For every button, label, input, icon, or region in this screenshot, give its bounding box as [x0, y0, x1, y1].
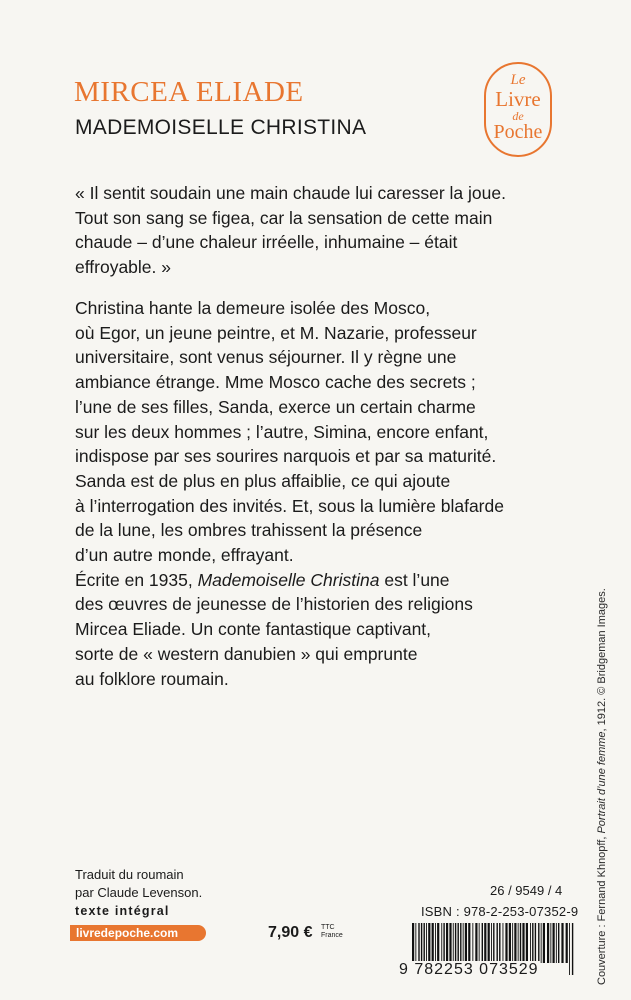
price-tax-note	[321, 924, 343, 940]
barcode-bar	[556, 923, 557, 963]
barcode-bar	[460, 923, 461, 963]
barcode-digits-text: 9 782253 073529	[399, 961, 539, 978]
price: 7,90 €	[268, 924, 313, 941]
integral-label: texte intégral	[75, 904, 170, 918]
barcode-digits	[398, 961, 578, 979]
translator-line: par Claude Levenson.	[75, 885, 203, 900]
summary-line: Christina hante la demeure isolée des Mosco,	[75, 298, 431, 318]
barcode-bar	[493, 923, 494, 963]
summary-line: d’un autre monde, effrayant.	[75, 545, 294, 566]
history-line	[75, 568, 545, 593]
summary-line: de la lune, les ombres trahissent la présence	[75, 520, 423, 541]
summary-line: où Egor, un jeune peintre, et M. Nazarie, professeur	[75, 322, 477, 343]
history-line: au folklore roumain.	[75, 668, 229, 689]
barcode-bar	[421, 923, 422, 963]
cover-credit-artwork: Portrait d’une femme	[596, 731, 608, 834]
cover-credit-pre: Couverture : Fernand Khnopff,	[596, 833, 608, 985]
barcode-bar	[532, 923, 533, 963]
barcode-bar	[424, 923, 425, 963]
barcode-bar	[463, 923, 464, 963]
summary-line: l’une de ses filles, Sanda, exerce un certain charme	[75, 396, 476, 417]
price-tax-ttc: TTC	[321, 924, 335, 931]
barcode-bar	[482, 923, 483, 963]
barcode-bar	[453, 923, 454, 963]
history-post: est l’une	[379, 569, 450, 590]
barcode-bar	[538, 923, 539, 963]
history-book-title: Mademoiselle Christina	[197, 569, 380, 590]
barcode-bar	[547, 923, 549, 963]
translator-credit	[75, 866, 202, 902]
barcode-bar	[428, 923, 430, 963]
barcode-bar	[503, 923, 504, 963]
price-tax-country: France	[321, 932, 343, 939]
barcode-bar	[484, 923, 486, 963]
catalog-reference: 26 / 9549 / 4	[490, 883, 563, 898]
barcode-bar	[435, 923, 436, 963]
barcode-bar	[526, 923, 528, 963]
publisher-logo	[484, 62, 552, 157]
barcode-bar	[441, 923, 442, 963]
logo-text-de: de	[512, 109, 524, 123]
logo-text-le: Le	[510, 72, 526, 88]
barcode-bar	[488, 923, 490, 963]
barcode-bar	[468, 923, 470, 963]
barcode-bar	[465, 923, 467, 963]
history-line: des œuvres de jeunesse de l’historien des religions	[75, 594, 473, 615]
barcode-bar	[497, 923, 498, 963]
translator-line: Traduit du roumain	[75, 867, 184, 882]
barcode-bar	[541, 923, 542, 963]
barcode-bar	[566, 923, 568, 963]
website-link[interactable]: livredepoche.com	[70, 925, 206, 941]
summary-line: sur les deux hommes ; l’autre, Simina, encore enfant,	[75, 421, 489, 442]
history-line: sorte de « western danubien » qui emprunte	[75, 643, 418, 664]
barcode-bar	[520, 923, 521, 963]
summary-line: indispose par ses sourires narquois et par sa maturité.	[75, 446, 497, 467]
barcode-bar	[505, 923, 507, 963]
barcode-bar	[472, 923, 473, 963]
barcode-bar	[432, 923, 434, 963]
barcode-bar	[426, 923, 427, 963]
quote-line: « Il sentit soudain une main chaude lui caresser la joue.	[75, 183, 506, 203]
summary-line: Sanda est de plus en plus affaiblie, ce qui ajoute	[75, 470, 451, 491]
quote-line: Tout son sang se figea, car la sensation de cette main	[75, 207, 493, 228]
barcode-bar	[449, 923, 451, 963]
summary-line: universitaire, sont venus séjourner. Il y règne une	[75, 347, 457, 368]
isbn-number: ISBN : 978-2-253-07352-9	[421, 904, 579, 919]
cover-credit	[596, 588, 608, 985]
barcode-bar	[553, 923, 555, 963]
barcode-bar	[499, 923, 500, 963]
logo-text-livre: Livre	[495, 87, 541, 111]
barcode-bar	[550, 923, 551, 963]
history-line: Mircea Eliade. Un conte fantastique captivant,	[75, 619, 432, 640]
barcode-bar	[458, 923, 459, 963]
history-pre: Écrite en 1935,	[75, 569, 198, 590]
summary-block	[75, 296, 545, 691]
barcode-bar	[558, 923, 559, 963]
logo-text-poche: Poche	[493, 121, 543, 143]
barcode-bar	[455, 923, 456, 963]
barcode-bar	[437, 923, 439, 963]
barcode-bar	[518, 923, 519, 963]
cover-credit-post: , 1912. © Bridgeman Images.	[596, 588, 608, 732]
summary-line: à l’interrogation des invités. Et, sous la lumière blafarde	[75, 495, 504, 516]
barcode-bar	[522, 923, 524, 963]
barcode-bar	[514, 923, 516, 963]
barcode-bar	[443, 923, 444, 963]
author-name: MIRCEA ELIADE	[74, 76, 304, 108]
barcode-bar	[491, 923, 492, 963]
barcode-bar	[418, 923, 419, 963]
quote-line: effroyable. »	[75, 257, 171, 278]
barcode-bar	[530, 923, 531, 963]
barcode-bar	[446, 923, 448, 963]
summary-line: ambiance étrange. Mme Mosco cache des secrets ;	[75, 372, 476, 393]
barcode-bar	[479, 923, 480, 963]
barcode-bar	[475, 923, 477, 963]
barcode-bar	[512, 923, 513, 963]
barcode-bar	[543, 923, 545, 963]
barcode-bar	[561, 923, 563, 963]
barcode-bar	[509, 923, 511, 963]
barcode-bar	[535, 923, 536, 963]
quote-block	[75, 181, 545, 280]
book-title: MADEMOISELLE CHRISTINA	[75, 116, 367, 139]
quote-line: chaude – d’une chaleur irréelle, inhumaine – était	[75, 232, 458, 253]
